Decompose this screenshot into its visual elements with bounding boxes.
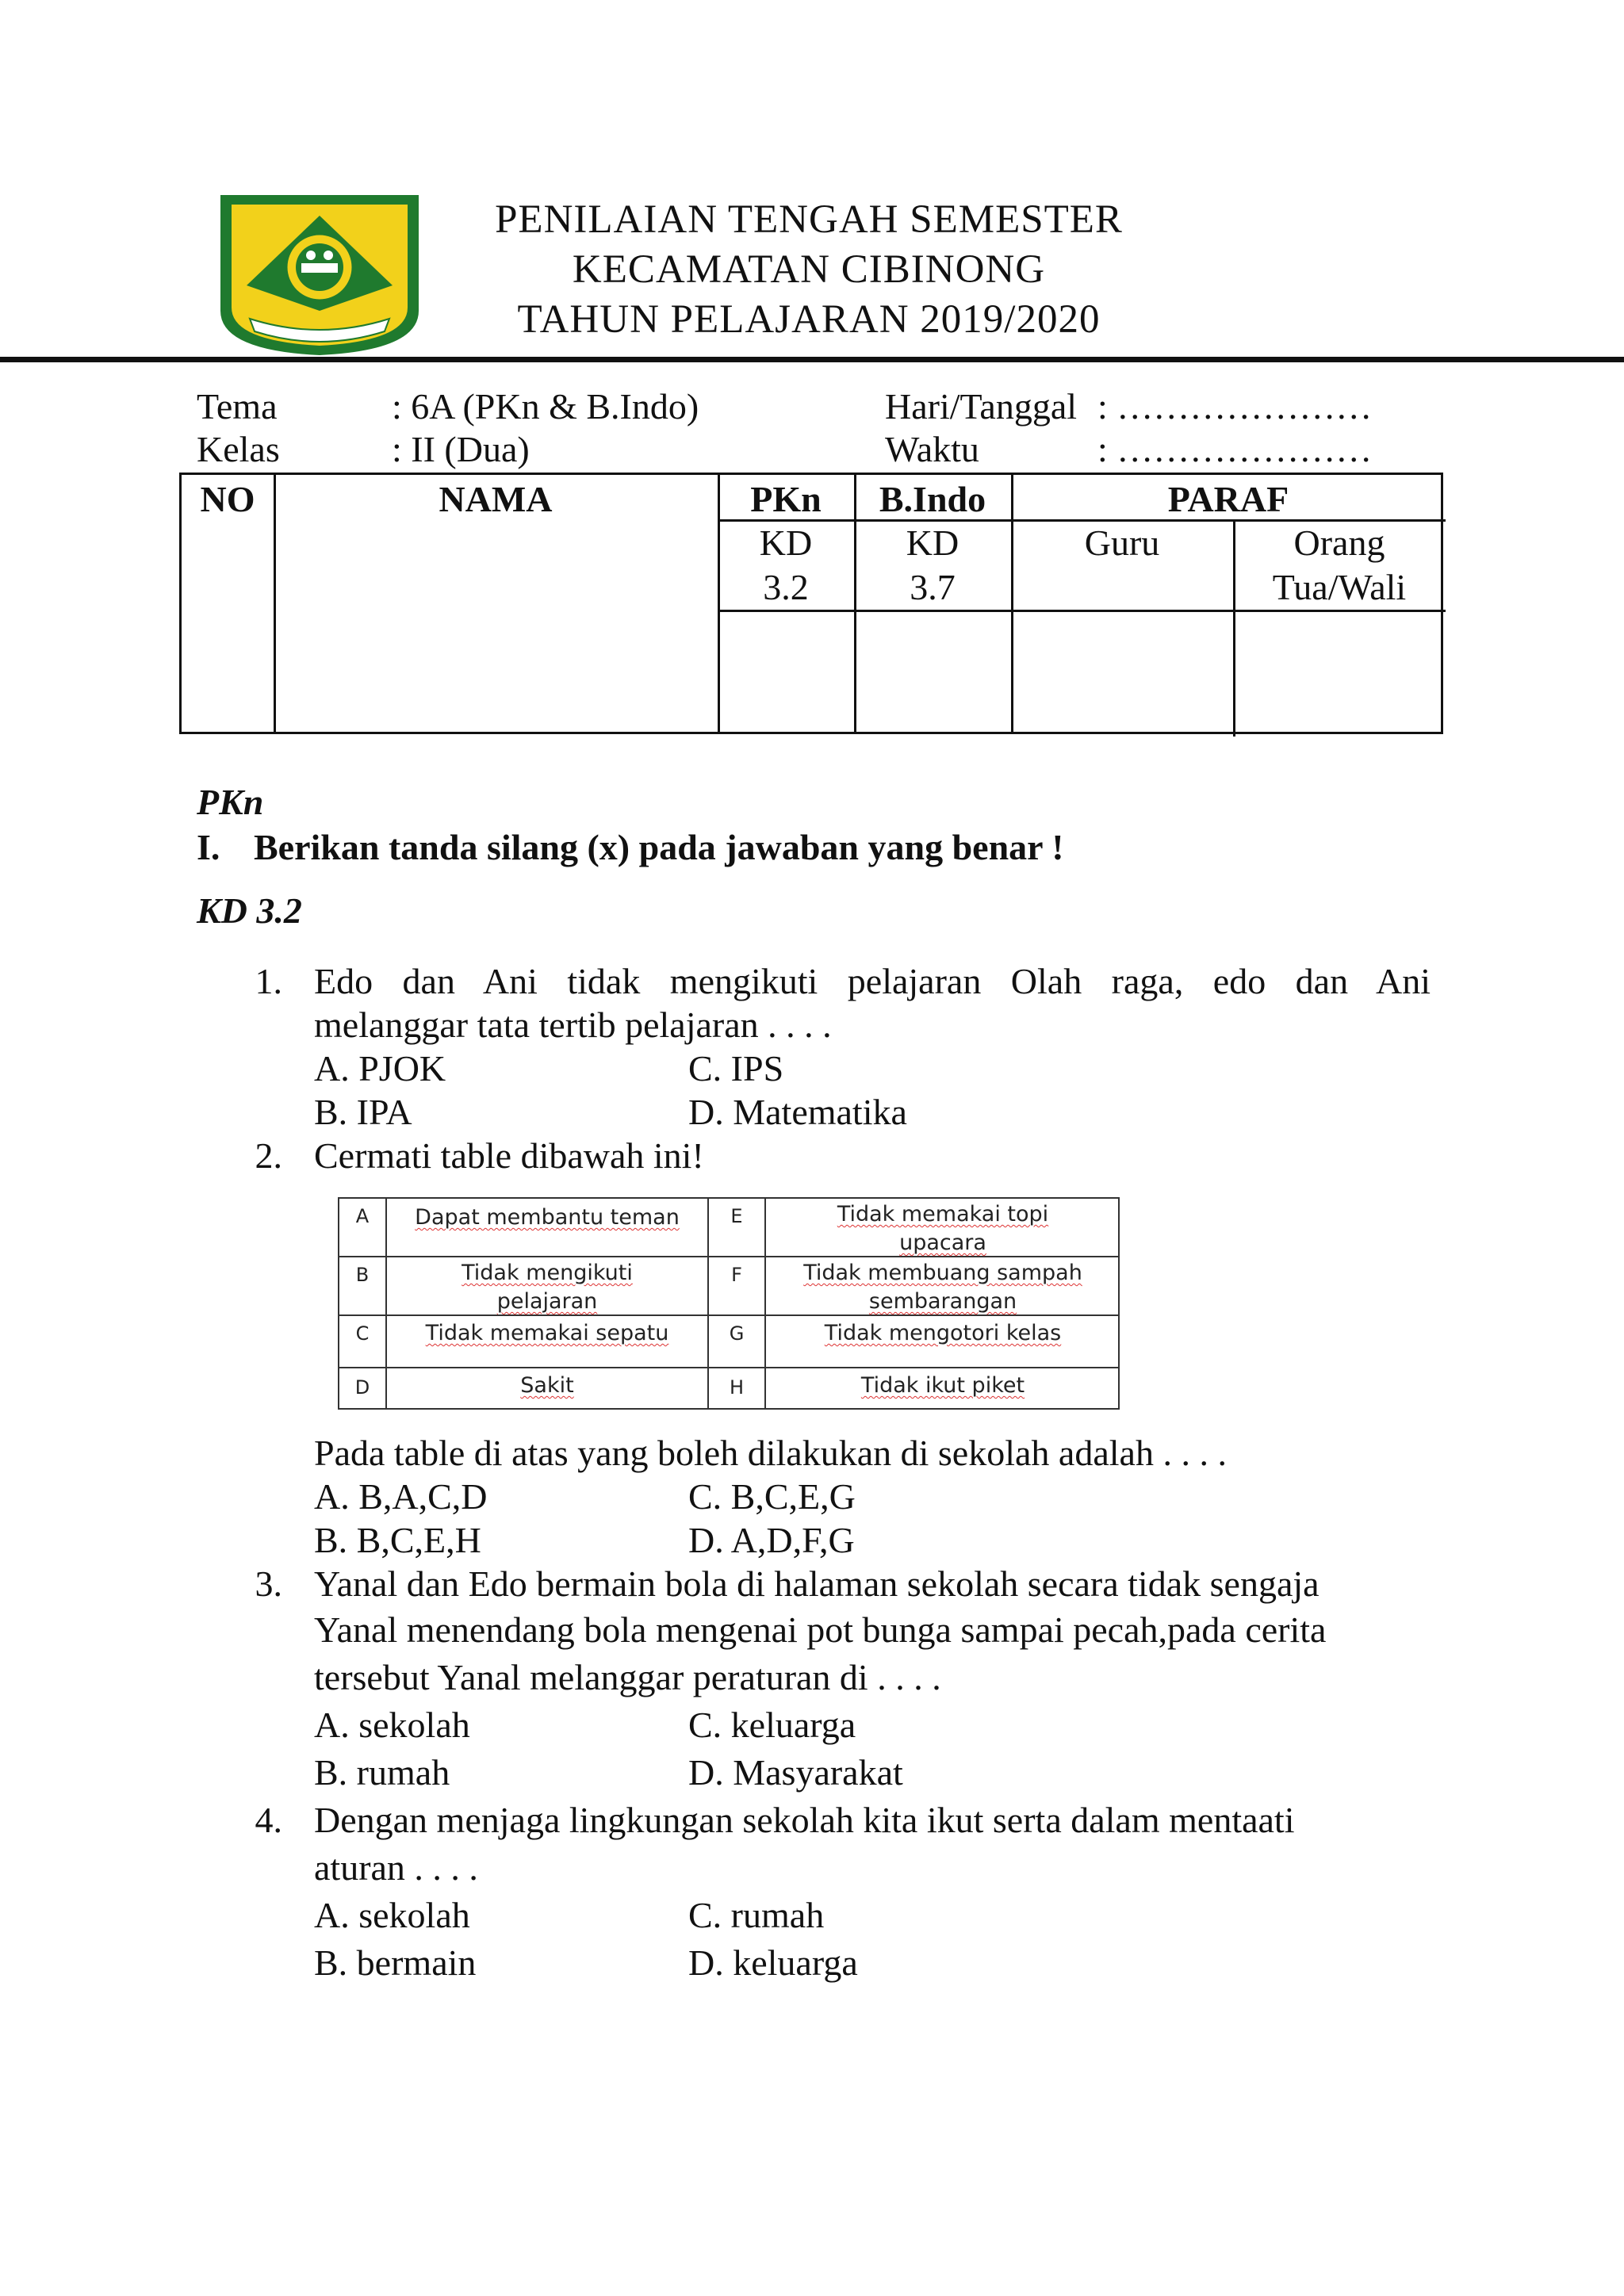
table-row-letter: G xyxy=(729,1322,745,1345)
question-4-line2: aturan . . . . xyxy=(314,1847,478,1888)
tema-value: : 6A (PKn & B.Indo) xyxy=(392,386,699,427)
option-b: B. bermain xyxy=(314,1942,477,1983)
pkn-kd: KD 3.2 xyxy=(759,522,813,607)
question-1-line2: melanggar tata tertib pelajaran . . . . xyxy=(314,1004,832,1045)
header-no: NO xyxy=(200,479,255,519)
table-row-letter: C xyxy=(355,1322,370,1345)
kd-heading: KD 3.2 xyxy=(197,890,302,931)
question-3-line2: Yanal menendang bola mengenai pot bunga sampai pecah,pada cerita xyxy=(314,1609,1327,1650)
bindo-kd: KD 3.7 xyxy=(906,522,959,607)
question-3-line1: Yanal dan Edo bermain bola di halaman sekolah secara tidak sengaja xyxy=(314,1563,1320,1604)
instruction-number: I. xyxy=(197,827,220,867)
question-number: 4. xyxy=(255,1800,282,1840)
question-2-line2: Pada table di atas yang boleh dilakukan di sekolah adalah . . . . xyxy=(314,1433,1227,1473)
table-row-letter: D xyxy=(354,1376,370,1399)
option-a: A. B,A,C,D xyxy=(314,1476,488,1517)
tema-label: Tema xyxy=(197,386,278,427)
table-cell: Tidak memakai topi upacara xyxy=(837,1202,1049,1255)
question-3-line3: tersebut Yanal melanggar peraturan di . . . . xyxy=(314,1657,941,1697)
district-title: KECAMATAN CIBINONG xyxy=(572,247,1046,292)
table-row-letter: H xyxy=(729,1376,745,1399)
table-cell: Tidak memakai sepatu xyxy=(425,1321,669,1345)
instruction-text: Berikan tanda silang (x) pada jawaban yang benar ! xyxy=(254,827,1064,867)
question-2-line1: Cermati table dibawah ini! xyxy=(314,1135,704,1176)
waktu-value: : ………………… xyxy=(1097,429,1373,469)
option-b: B. IPA xyxy=(314,1092,412,1132)
header-pkn: PKn xyxy=(750,479,822,519)
header-nama: NAMA xyxy=(439,479,553,519)
option-d: D. Masyarakat xyxy=(688,1752,903,1793)
table-row-letter: E xyxy=(730,1205,743,1227)
option-a: A. PJOK xyxy=(314,1048,446,1089)
table-cell: Tidak ikut piket xyxy=(860,1373,1025,1398)
table-cell: Tidak mengikuti pelajaran xyxy=(462,1261,633,1314)
question-number: 2. xyxy=(255,1135,282,1176)
kelas-label: Kelas xyxy=(197,429,280,469)
rules-table xyxy=(338,1197,1120,1410)
student-info-table xyxy=(179,473,1443,734)
exam-title: PENILAIAN TENGAH SEMESTER xyxy=(495,197,1123,242)
table-row-letter: A xyxy=(355,1205,370,1227)
question-1-line1: Edo dan Ani tidak mengikuti pelajaran Olah raga, edo dan Ani xyxy=(314,961,1431,1001)
table-cell: Tidak membuang sampah sembarangan xyxy=(803,1261,1082,1314)
option-d: D. Matematika xyxy=(688,1092,907,1132)
table-cell: Sakit xyxy=(520,1373,574,1398)
table-cell: Dapat membantu teman xyxy=(415,1205,680,1230)
header-divider xyxy=(0,357,1624,362)
header-bindo: B.Indo xyxy=(879,479,986,519)
option-c: C. keluarga xyxy=(688,1705,856,1745)
paraf-guru: Guru xyxy=(1084,522,1160,563)
question-4-line1: Dengan menjaga lingkungan sekolah kita ikut serta dalam mentaati xyxy=(314,1800,1295,1840)
question-number: 3. xyxy=(255,1563,282,1604)
option-b: B. rumah xyxy=(314,1752,450,1793)
option-a: A. sekolah xyxy=(314,1895,470,1935)
header-paraf: PARAF xyxy=(1167,479,1289,519)
question-number: 1. xyxy=(255,961,282,1001)
option-b: B. B,C,E,H xyxy=(314,1520,481,1560)
table-row-letter: B xyxy=(355,1264,370,1286)
school-year-title: TAHUN PELAJARAN 2019/2020 xyxy=(517,297,1101,342)
table-cell: Tidak mengotori kelas xyxy=(824,1321,1062,1345)
waktu-label: Waktu xyxy=(885,429,979,469)
table-row-letter: F xyxy=(731,1264,742,1286)
hari-label: Hari/Tanggal xyxy=(885,386,1078,427)
paraf-orang-tua: Orang Tua/Wali xyxy=(1272,522,1407,607)
option-d: D. keluarga xyxy=(688,1942,858,1983)
subject-heading: PKn xyxy=(197,782,264,822)
kelas-value: : II (Dua) xyxy=(392,429,530,469)
hari-value: : ………………… xyxy=(1097,386,1373,427)
option-a: A. sekolah xyxy=(314,1705,470,1745)
option-c: C. IPS xyxy=(688,1048,784,1089)
option-c: C. B,C,E,G xyxy=(688,1476,856,1517)
option-d: D. A,D,F,G xyxy=(688,1520,855,1560)
option-c: C. rumah xyxy=(688,1895,825,1935)
